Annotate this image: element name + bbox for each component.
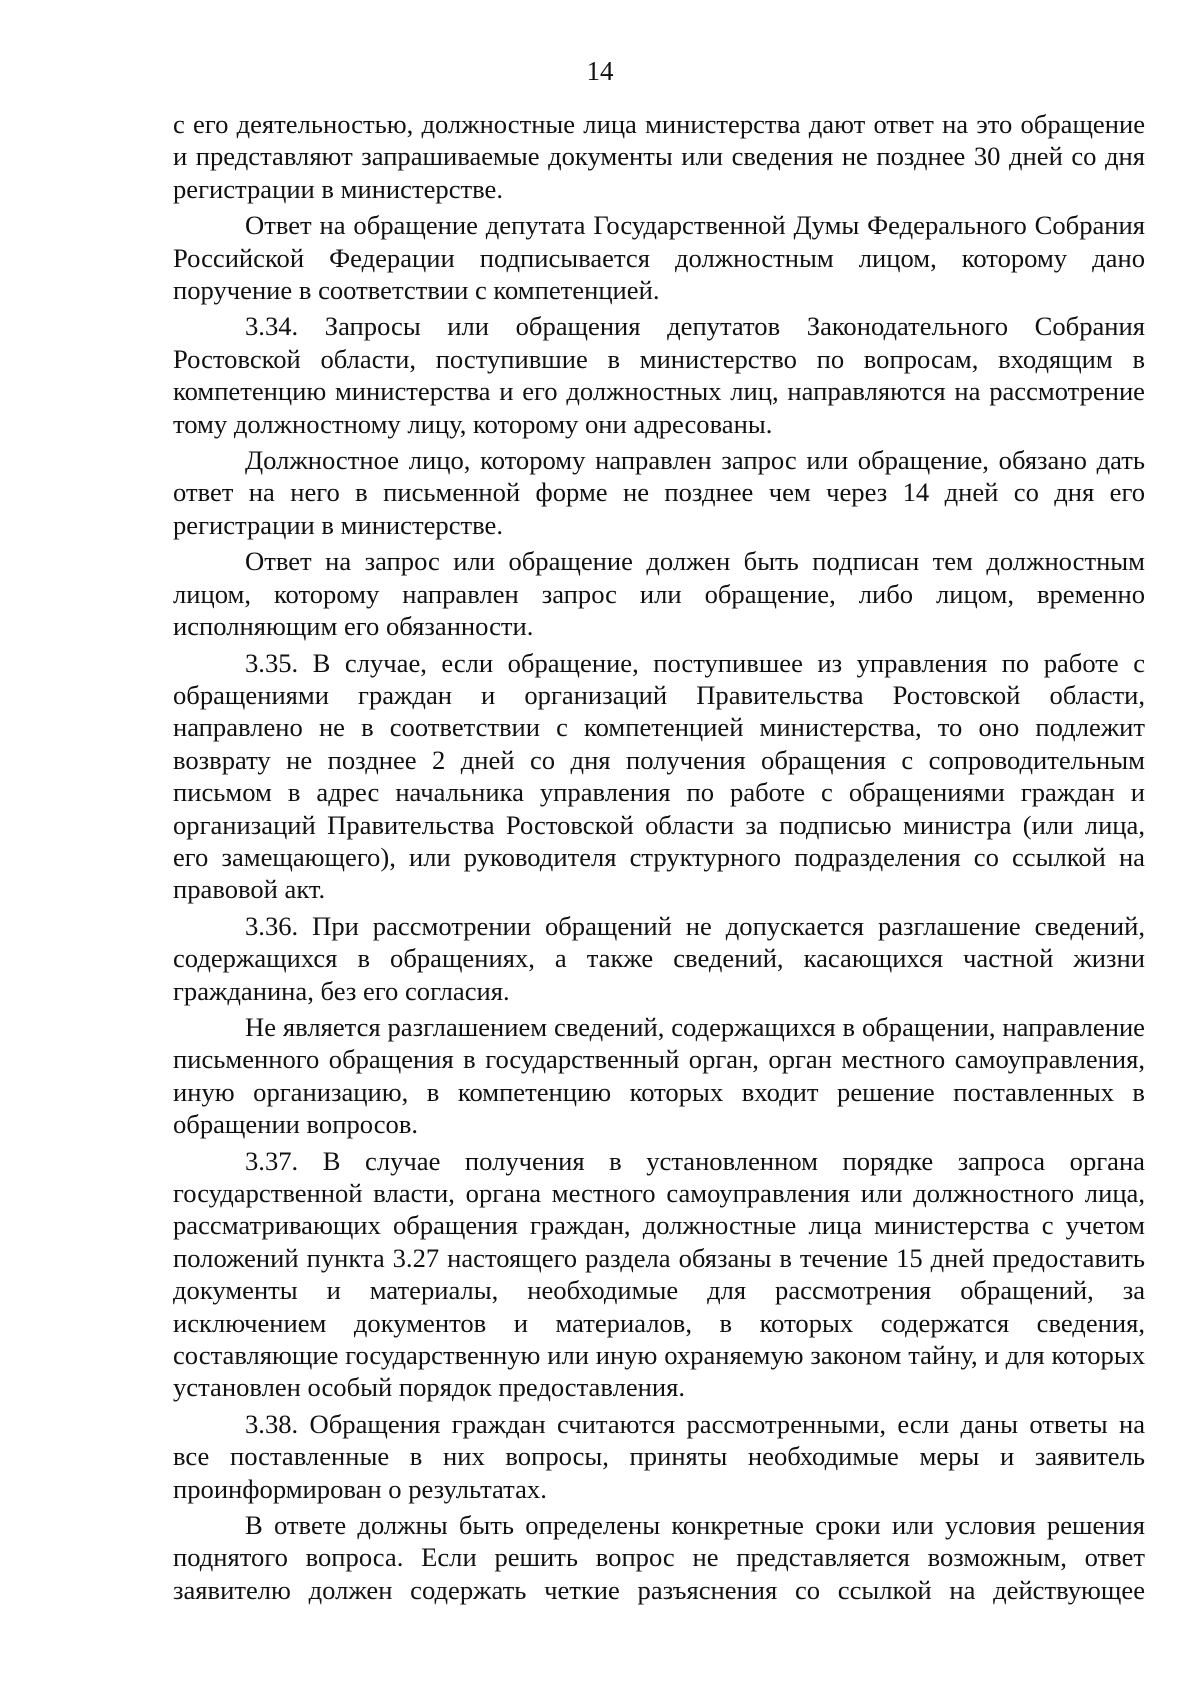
paragraph-3-38: 3.38. Обращения граждан считаются рассмотренными, если даны ответы на все поставленные в них вопросы, приняты необходимые меры и заявитель проинформирован о результатах. [173, 1408, 1145, 1504]
paragraph-duma-reply: Ответ на обращение депутата Государственной Думы Федерального Собрания Российской Федерации подписывается должностным лицом, которому дано поручение в соответствии с компетенцией. [173, 210, 1145, 306]
paragraph-3-35: 3.35. В случае, если обращение, поступившее из управления по работе с обращениями граждан и организаций Правительства Ростовской области, направлено не в соответствии с компетенцией министерства, то оно подлежит возврату не позднее 2 дней со дня получения обращения с сопроводительным письмом в адрес начальника управления по работе с обращениями граждан и организаций Правительства Ростовской области за подписью министра (или лица, его замещающего), или руководителя структурного подразделения со ссылкой на правовой акт. [173, 647, 1145, 905]
paragraph-answer-requirements: В ответе должны быть определены конкретные сроки или условия решения поднятого вопроса. Если решить вопрос не представляется возможным, ответ заявителю должен содержать четкие разъяснения со ссылкой на действующее [173, 1510, 1145, 1605]
paragraph-continuation: с его деятельностью, должностные лица министерства дают ответ на это обращение и представляют запрашиваемые документы или сведения не позднее 30 дней со дня регистрации в министерстве. [173, 109, 1145, 204]
page-number: 14 [586, 56, 614, 86]
paragraph-3-34: 3.34. Запросы или обращения депутатов Законодательного Собрания Ростовской области, поступившие в министерство по вопросам, входящим в компетенцию министерства и его должностных лиц, направляются на рассмотрение тому должностному лицу, которому они адресованы. [173, 311, 1145, 439]
paragraph-reply-deadline: Должностное лицо, которому направлен запрос или обращение, обязано дать ответ на него в письменной форме не позднее чем через 14 дней со дня его регистрации в министерстве. [173, 445, 1145, 540]
paragraph-reply-signature: Ответ на запрос или обращение должен быть подписан тем должностным лицом, которому направлен запрос или обращение, либо лицом, временно исполняющим его обязанности. [173, 546, 1145, 642]
paragraph-3-36: 3.36. При рассмотрении обращений не допускается разглашение сведений, содержащихся в обращениях, а также сведений, касающихся частной жизни гражданина, без его согласия. [173, 910, 1145, 1006]
paragraph-3-37: 3.37. В случае получения в установленном порядке запроса органа государственной власти, органа местного самоуправления или должностного лица, рассматривающих обращения граждан, должностные лица министерства с учетом положений пункта 3.27 настоящего раздела обязаны в течение 15 дней предоставить документы и материалы, необходимые для рассмотрения обращений, за исключением документов и материалов, в которых содержатся сведения, составляющие государственную или иную охраняемую законом тайну, и для которых установлен особый порядок предоставления. [173, 1145, 1145, 1403]
document-body [173, 108, 1145, 1610]
paragraph-disclosure-exception: Не является разглашением сведений, содержащихся в обращении, направление письменного обращения в государственный орган, орган местного самоуправления, иную организацию, в компетенцию которых входит решение поставленных в обращении вопросов. [173, 1011, 1145, 1140]
